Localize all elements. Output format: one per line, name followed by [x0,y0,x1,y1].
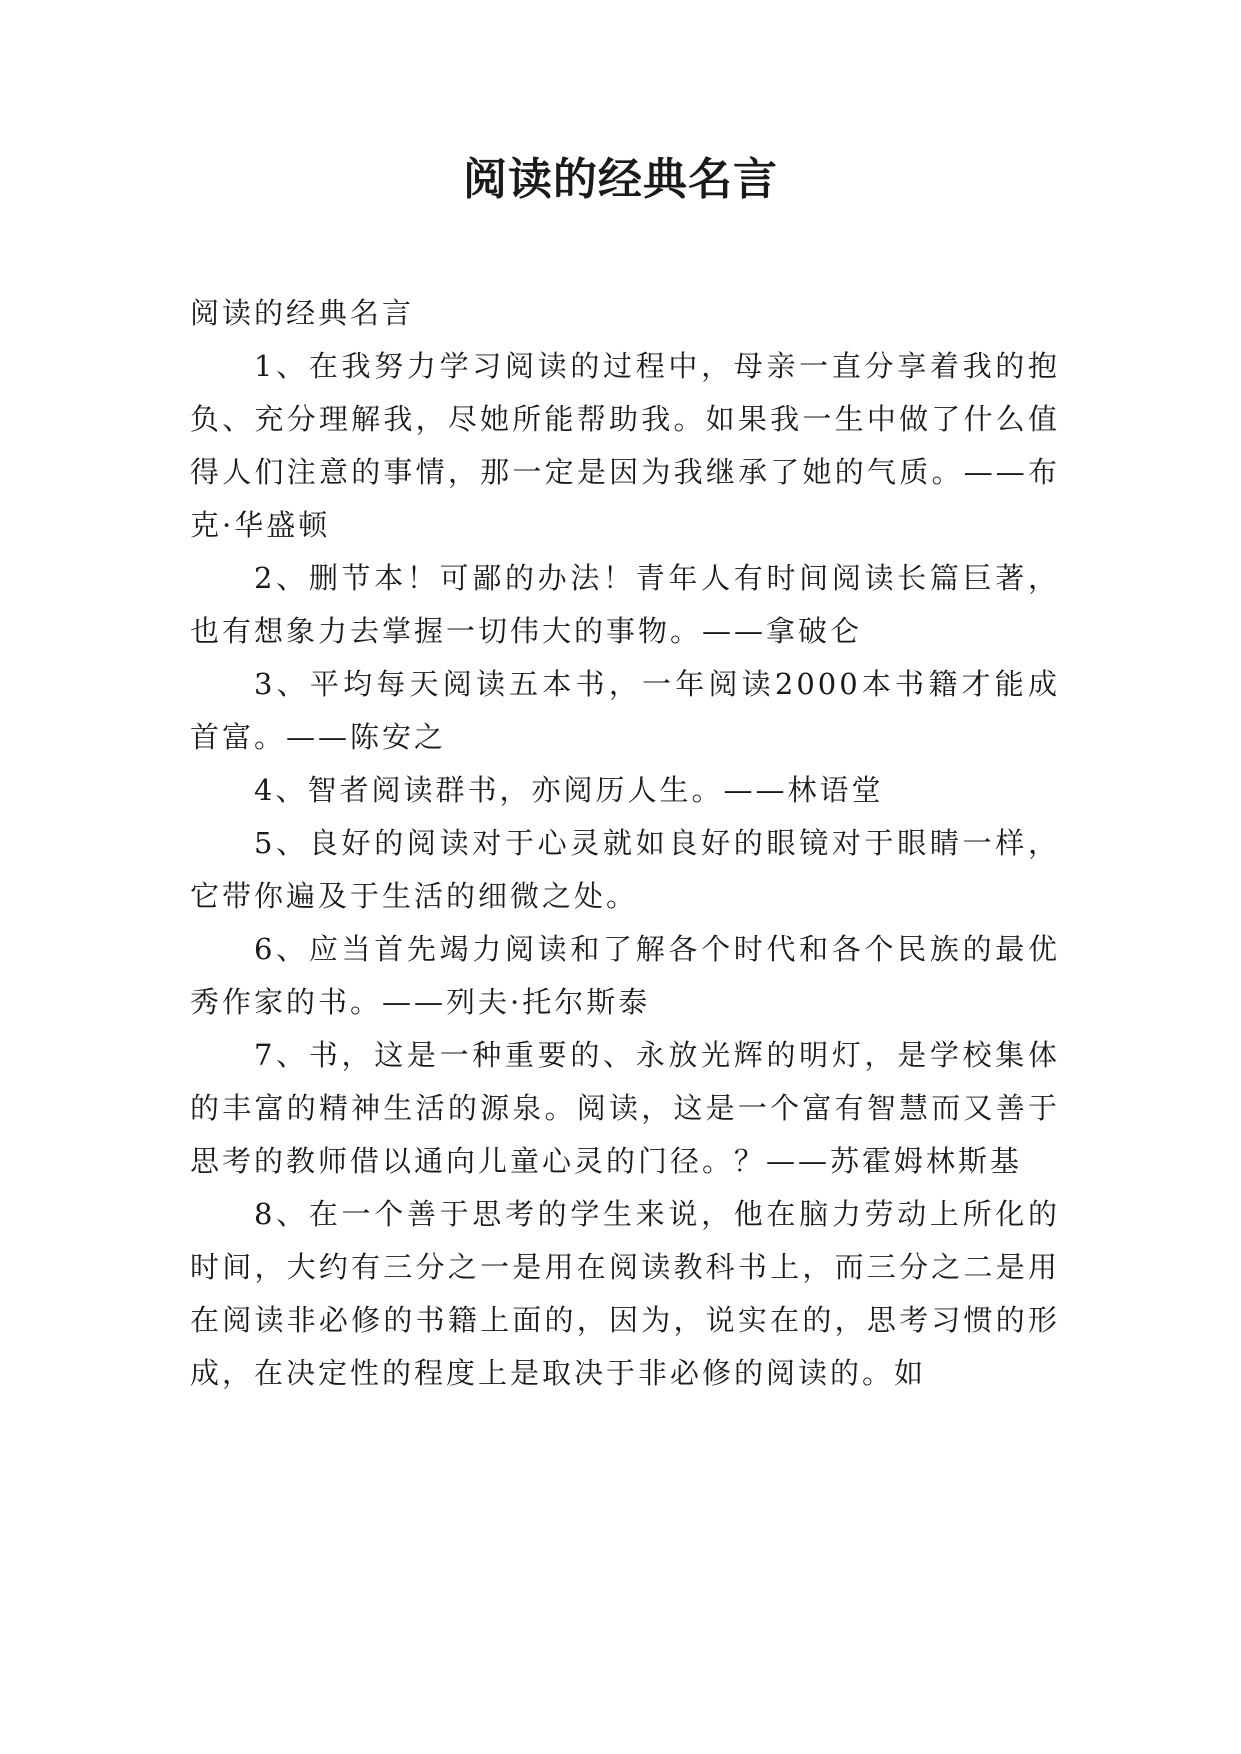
document-title: 阅读的经典名言 [463,154,778,205]
quote-paragraph: 6、应当首先竭力阅读和了解各个时代和各个民族的最优秀作家的书。——列夫·托尔斯泰 [190,932,1060,1019]
quote-paragraph: 8、在一个善于思考的学生来说，他在脑力劳动上所化的时间，大约有三分之一是用在阅读教科书上，而三分之二是用在阅读非必修的书籍上面的，因为，说实在的，思考习惯的形成，在决定性的程度上是取决于非必修的阅读的。如 [190,1197,1060,1390]
quote-paragraph: 5、良好的阅读对于心灵就如良好的眼镜对于眼睛一样，它带你遍及于生活的细微之处。 [190,826,1060,913]
document-subheading: 阅读的经典名言 [190,296,415,330]
quote-paragraph: 7、书，这是一种重要的、永放光辉的明灯，是学校集体的丰富的精神生活的源泉。阅读，这是一个富有智慧而又善于思考的教师借以通向儿童心灵的门径。？——苏霍姆林斯基 [190,1038,1060,1178]
quote-paragraph: 1、在我努力学习阅读的过程中，母亲一直分享着我的抱负、充分理解我，尽她所能帮助我。如果我一生中做了什么值得人们注意的事情，那一定是因为我继承了她的气质。——布克·华盛顿 [190,349,1060,542]
quote-paragraph: 2、删节本！可鄙的办法！青年人有时间阅读长篇巨著，也有想象力去掌握一切伟大的事物。——拿破仑 [190,561,1060,648]
quote-paragraph: 3、平均每天阅读五本书，一年阅读2000本书籍才能成首富。——陈安之 [190,667,1060,754]
document-body [190,287,1060,1400]
quote-paragraph: 4、智者阅读群书，亦阅历人生。——林语堂 [254,773,884,807]
